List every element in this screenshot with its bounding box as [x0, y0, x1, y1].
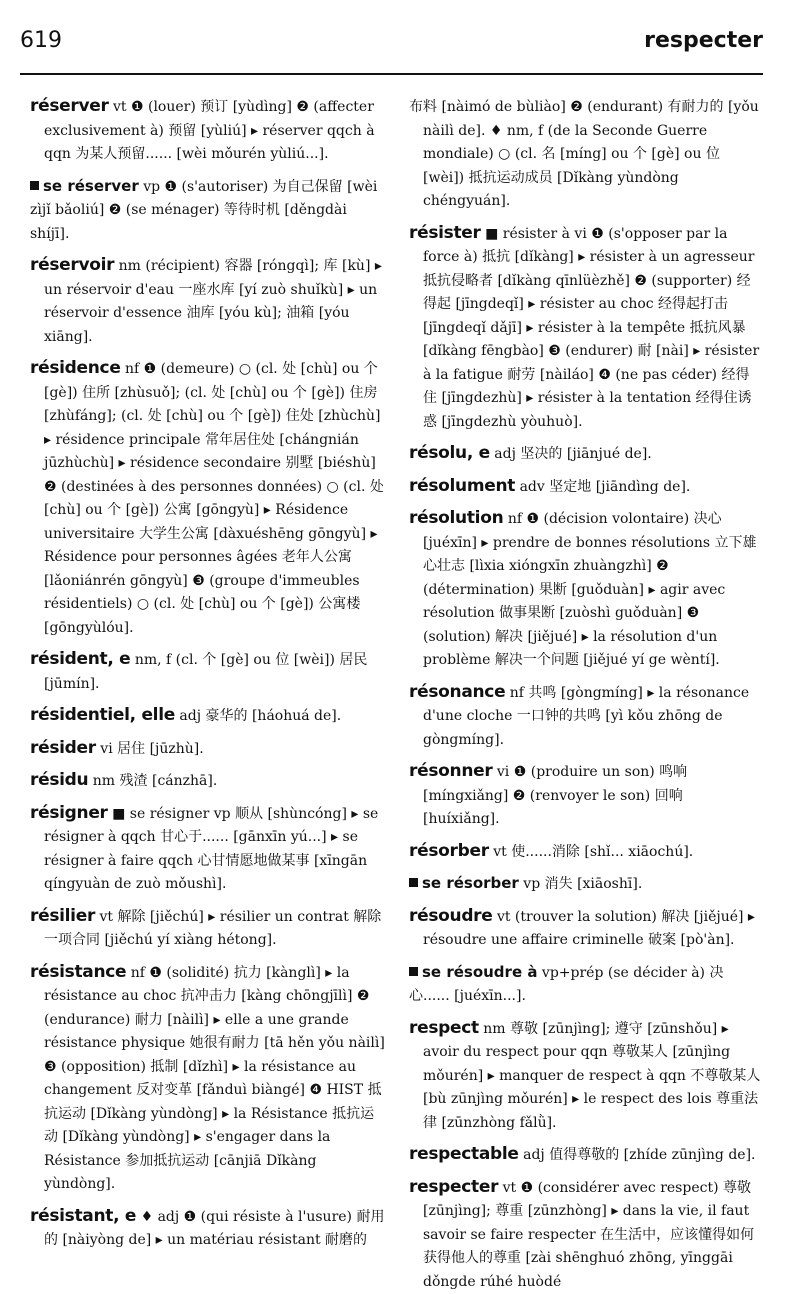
sub-entry [30, 176, 386, 247]
dictionary-entry [409, 1144, 762, 1168]
dictionary-entry [409, 1177, 762, 1294]
page-number: 619 [20, 28, 62, 53]
entry-body: ■ résister à vi ❶ (s'opposer par la force à) 抵抗 [dǐkàng] ▸ résister à un agresseur 抵抗侵略者 [dǐkàng qīnlüèzhě] ❷ (supporter) 经得起 [jīngdeqǐ] ▸ résister au choc 经得起打击 [jīngdeqǐ dǎjī] ▸ résister à la tempête 抵抗风暴 [dǐkàng fēngbào] ❸ (endurer) 耐 [nài] ▸ résister à la fatigue 耐劳 [nàiláo] ❹ (ne pas céder) 经得住 [jīngdezhù] ▸ résister à la tentation 经得住诱惑 [jīngdezhù yòuhuò]. [423, 226, 759, 430]
headword: résonner [409, 761, 492, 781]
dictionary-entry [30, 358, 386, 640]
entry-body: nm 尊敬 [zūnjìng]; 遵守 [zūnshǒu] ▸ avoir du respect pour qqn 尊敬某人 [zūnjìng mǒurén] ▸ manquer de respect à qqn 不尊敬某人 [bù zūnjìng mǒurén] ▸ le respect des lois 尊重法律 [zūnzhòng fǎlǜ]. [423, 1021, 760, 1131]
guide-word: respecter [644, 28, 763, 53]
entry-body: vi ❶ (produire un son) 鸣响 [míngxiǎng] ❷ (renvoyer le son) 回响 [huíxiǎng]. [423, 764, 687, 827]
square-bullet-icon [409, 878, 418, 887]
entry-body: vt ❶ (louer) 预订 [yùdìng] ❷ (affecter exclusivement à) 预留 [yùliú] ▸ réserver qqch à qqn 为某人预留...... [wèi mǒurén yùliú...]. [44, 99, 375, 162]
dictionary-entry [409, 682, 762, 753]
dictionary-entry [30, 1206, 386, 1253]
entry-body: adj 豪华的 [háohuá de]. [175, 708, 341, 724]
entry-body: vt ❶ (considérer avec respect) 尊敬 [zūnjìng]; 尊重 [zūnzhòng] ▸ dans la vie, il faut savoir se faire respecter 在生活中，应该懂得如何获得他人的尊重 [zài shēnghuó zhōng, yīnggāi dǒngde rúhé huòdé [423, 1180, 754, 1290]
dictionary-entry [30, 803, 386, 897]
headword: se résorber [422, 874, 519, 892]
headword: résidence [30, 358, 121, 378]
headword: résidu [30, 770, 88, 790]
sub-entry [409, 962, 762, 1009]
headword: réserver [30, 96, 109, 116]
dictionary-entry [409, 476, 762, 500]
headword: résolution [409, 508, 503, 528]
entry-body: adv 坚定地 [jiāndìng de]. [515, 479, 690, 495]
headword: résolument [409, 476, 515, 496]
dictionary-entry [409, 761, 762, 832]
entry-body: vp 消失 [xiāoshī]. [519, 876, 642, 892]
headword: respect [409, 1018, 479, 1038]
entry-body: nf ❶ (demeure) ○ (cl. 处 [chù] ou 个 [gè]) 住所 [zhùsuǒ]; (cl. 处 [chù] ou 个 [gè]) 住房 [zhùfáng]; (cl. 处 [chù] ou 个 [gè]) 住处 [zhùchù] ▸ résidence principale 常年居住处 [chángnián jūzhùchù] ▸ résidence secondaire 别墅 [biéshù] ❷ (destinées à des personnes données) ○ (cl. 处 [chù] ou 个 [gè]) 公寓 [gōngyù] ▸ Résidence universitaire 大学生公寓 [dàxuéshēng gōngyù] ▸ Résidence pour personnes âgées 老年人公寓 [lǎoniánrén gōngyù] ❸ (groupe d'immeubles résidentiels) ○ (cl. 处 [chù] ou 个 [gè]) 公寓楼 [gōngyùlóu]. [44, 361, 384, 636]
dictionary-entry [30, 96, 386, 167]
headword: résistance [30, 962, 126, 982]
headword: résister [409, 223, 481, 243]
headword: résigner [30, 803, 108, 823]
square-bullet-icon [30, 181, 39, 190]
headword: résider [30, 738, 96, 758]
dictionary-entry [30, 770, 386, 794]
entry-body: vt 使......消除 [shǐ... xiāochú]. [489, 844, 693, 860]
sub-entry [409, 873, 762, 897]
headword: résistant, e [30, 1206, 136, 1226]
entry-body: nf ❶ (solidité) 抗力 [kànglì] ▸ la résistance au choc 抗冲击力 [kàng chōngjīlì] ❷ (endurance) 耐力 [nàilì] ▸ elle a une grande résistance physique 她很有耐力 [tā hěn yǒu nàilì] ❸ (opposition) 抵制 [dǐzhì] ▸ la résistance au changement 反对变革 [fǎnduì biàngé] ❹ HIST 抵抗运动 [Dǐkàng yùndòng] ▸ la Résistance 抵抗运动 [Dǐkàng yùndòng] ▸ s'engager dans la Résistance 参加抵抗运动 [cānjiā Dǐkàng yùndòng]. [44, 965, 385, 1193]
dictionary-entry [409, 906, 762, 953]
headword: résoudre [409, 906, 493, 926]
entry-body: vt (trouver la solution) 解决 [jiějué] ▸ résoudre une affaire criminelle 破案 [pò'àn]. [423, 909, 755, 949]
dictionary-entry [30, 906, 386, 953]
dictionary-entry [30, 738, 386, 762]
dictionary-entry [409, 841, 762, 865]
entry-body: ■ se résigner vp 顺从 [shùncóng] ▸ se résigner à qqch 甘心于...... [gānxīn yú...] ▸ se résigner à faire qqch 心甘情愿地做某事 [xīngān qíngyuàn de zuò mǒushì]. [44, 806, 378, 893]
entry-body: nf ❶ (décision volontaire) 决心 [juéxīn] ▸ prendre de bonnes résolutions 立下雄心壮志 [lìxia xióngxīn zhuàngzhì] ❷ (détermination) 果断 [guǒduàn] ▸ agir avec résolution 做事果断 [zuòshì guǒduàn] ❸ (solution) 解决 [jiějué] ▸ la résolution d'un problème 解决一个问题 [jiějué yí ge wèntí]. [423, 511, 757, 668]
left-column [30, 96, 386, 1276]
entry-body: nm 残渣 [cánzhā]. [88, 773, 217, 789]
entry-body: vt 解除 [jiěchú] ▸ résilier un contrat 解除一项合同 [jiěchú yí xiàng hétong]. [44, 909, 381, 949]
entry-body: adj 坚决的 [jiānjué de]. [490, 446, 652, 462]
header-rule [20, 73, 763, 75]
headword: respecter [409, 1177, 498, 1197]
headword: résilier [30, 906, 95, 926]
entry-body: nm, f (cl. 个 [gè] ou 位 [wèi]) 居民 [jūmín]. [44, 652, 367, 692]
entry-body: nm (récipient) 容器 [róngqì]; 库 [kù] ▸ un réservoir d'eau 一座水库 [yí zuò shuǐkù] ▸ un réservoir d'essence 油库 [yóu kù]; 油箱 [yóu xiāng]. [44, 258, 382, 345]
entry-body: 布料 [nàimó de bùliào] ❷ (endurant) 有耐力的 [yǒu nàilì de]. ♦ nm, f (de la Seconde Guerre mondiale) ○ (cl. 名 [míng] ou 个 [gè] ou 位 [wèi]) 抵抗运动成员 [Dǐkàng yùndòng chéngyuán]. [409, 99, 759, 209]
entry-body: vp+prép (se décider à) 决心...... [juéxīn...]. [409, 965, 723, 1005]
dictionary-entry [409, 508, 762, 673]
headword: réservoir [30, 255, 114, 275]
dictionary-entry [30, 255, 386, 349]
headword: résolu, e [409, 443, 490, 463]
right-column [409, 96, 762, 1276]
headword: respectable [409, 1144, 519, 1164]
headword: résidentiel, elle [30, 705, 175, 725]
entry-body: vp ❶ (s'autoriser) 为自己保留 [wèi zìjǐ bǎoliú] ❷ (se ménager) 等待时机 [děngdài shíjī]. [30, 179, 377, 242]
entry-body: vi 居住 [jūzhù]. [96, 741, 204, 757]
dictionary-entry [30, 649, 386, 696]
square-bullet-icon [409, 967, 418, 976]
dictionary-entry [30, 962, 386, 1197]
dictionary-entry [409, 96, 762, 214]
dictionary-entry [409, 223, 762, 435]
entry-body: nf 共鸣 [gòngmíng] ▸ la résonance d'une cloche 一口钟的共鸣 [yì kǒu zhōng de gòngmíng]. [423, 685, 749, 748]
dictionary-entry [409, 443, 762, 467]
headword: se réserver [43, 177, 139, 195]
entry-body: ♦ adj ❶ (qui résiste à l'usure) 耐用的 [nàiyòng de] ▸ un matériau résistant 耐磨的 [44, 1209, 384, 1249]
dictionary-entry [30, 705, 386, 729]
headword: résident, e [30, 649, 130, 669]
headword: se résoudre à [422, 963, 537, 981]
dictionary-entry [409, 1018, 762, 1136]
headword: résorber [409, 841, 489, 861]
headword: résonance [409, 682, 505, 702]
entry-body: adj 值得尊敬的 [zhíde zūnjìng de]. [519, 1147, 756, 1163]
